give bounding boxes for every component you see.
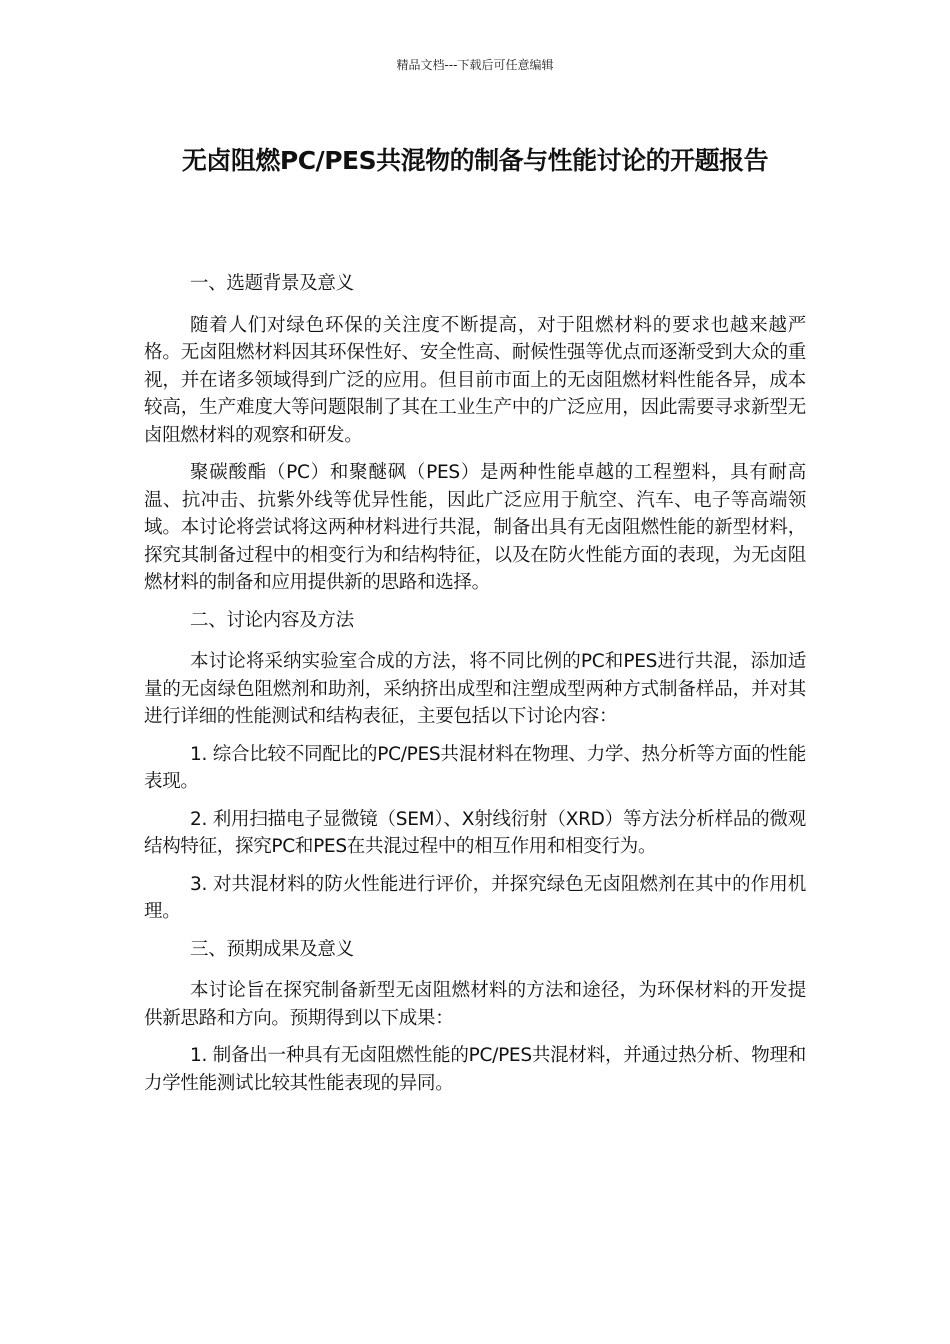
list-item-results-1: 1. 制备出一种具有无卤阻燃性能的PC/PES共混材料，并通过热分析、物理和力学性能测试比较其性能表现的异同。: [144, 1045, 806, 1094]
paragraph-background-1: 随着人们对绿色环保的关注度不断提高，对于阻燃材料的要求也越来越严格。无卤阻燃材料因其环保性好、安全性高、耐候性强等优点而逐渐受到大众的重视，并在诸多领域得到广泛的应用。但目前市面上的无卤阻燃材料性能各异，成本较高，生产难度大等问题限制了其在工业生产中的广泛应用，因此需要寻求新型无卤阻燃材料的观察和研发。: [144, 314, 806, 446]
document-title: 无卤阻燃PC/PES共混物的制备与性能讨论的开题报告: [181, 146, 769, 175]
paragraph-background-2: 聚碳酸酯（PC）和聚醚砜（PES）是两种性能卓越的工程塑料，具有耐高温、抗冲击、抗紫外线等优异性能，因此广泛应用于航空、汽车、电子等高端领域。本讨论将尝试将这两种材料进行共混，制备出具有无卤阻燃性能的新型材料，探究其制备过程中的相变行为和结构特征，以及在防火性能方面的表现，为无卤阻燃材料的制备和应用提供新的思路和选择。: [144, 462, 806, 593]
page-header: 精品文档---下载后可任意编辑: [396, 58, 554, 72]
section-heading-expected-results: 三、预期成果及意义: [190, 938, 354, 960]
paragraph-content-methods: 本讨论将采纳实验室合成的方法，将不同比例的PC和PES进行共混，添加适量的无卤绿色阻燃剂和助剂，采纳挤出成型和注塑成型两种方式制备样品，并对其进行详细的性能测试和结构表征，主要包括以下讨论内容：: [144, 651, 806, 727]
section-heading-content-methods: 二、讨论内容及方法: [190, 609, 354, 631]
list-item-content-3: 3. 对共混材料的防火性能进行评价，并探究绿色无卤阻燃剂在其中的作用机理。: [144, 873, 806, 922]
document-body: [144, 270, 806, 1107]
list-item-content-1: 1. 综合比较不同配比的PC/PES共混材料在物理、力学、热分析等方面的性能表现。: [144, 743, 806, 792]
paragraph-expected-results: 本讨论旨在探究制备新型无卤阻燃材料的方法和途径，为环保材料的开发提供新思路和方向。预期得到以下成果：: [144, 980, 806, 1029]
section-heading-background: 一、选题背景及意义: [190, 273, 354, 294]
list-item-content-2: 2. 利用扫描电子显微镜（SEM）、X射线衍射（XRD）等方法分析样品的微观结构特征，探究PC和PES在共混过程中的相互作用和相变行为。: [144, 808, 806, 857]
